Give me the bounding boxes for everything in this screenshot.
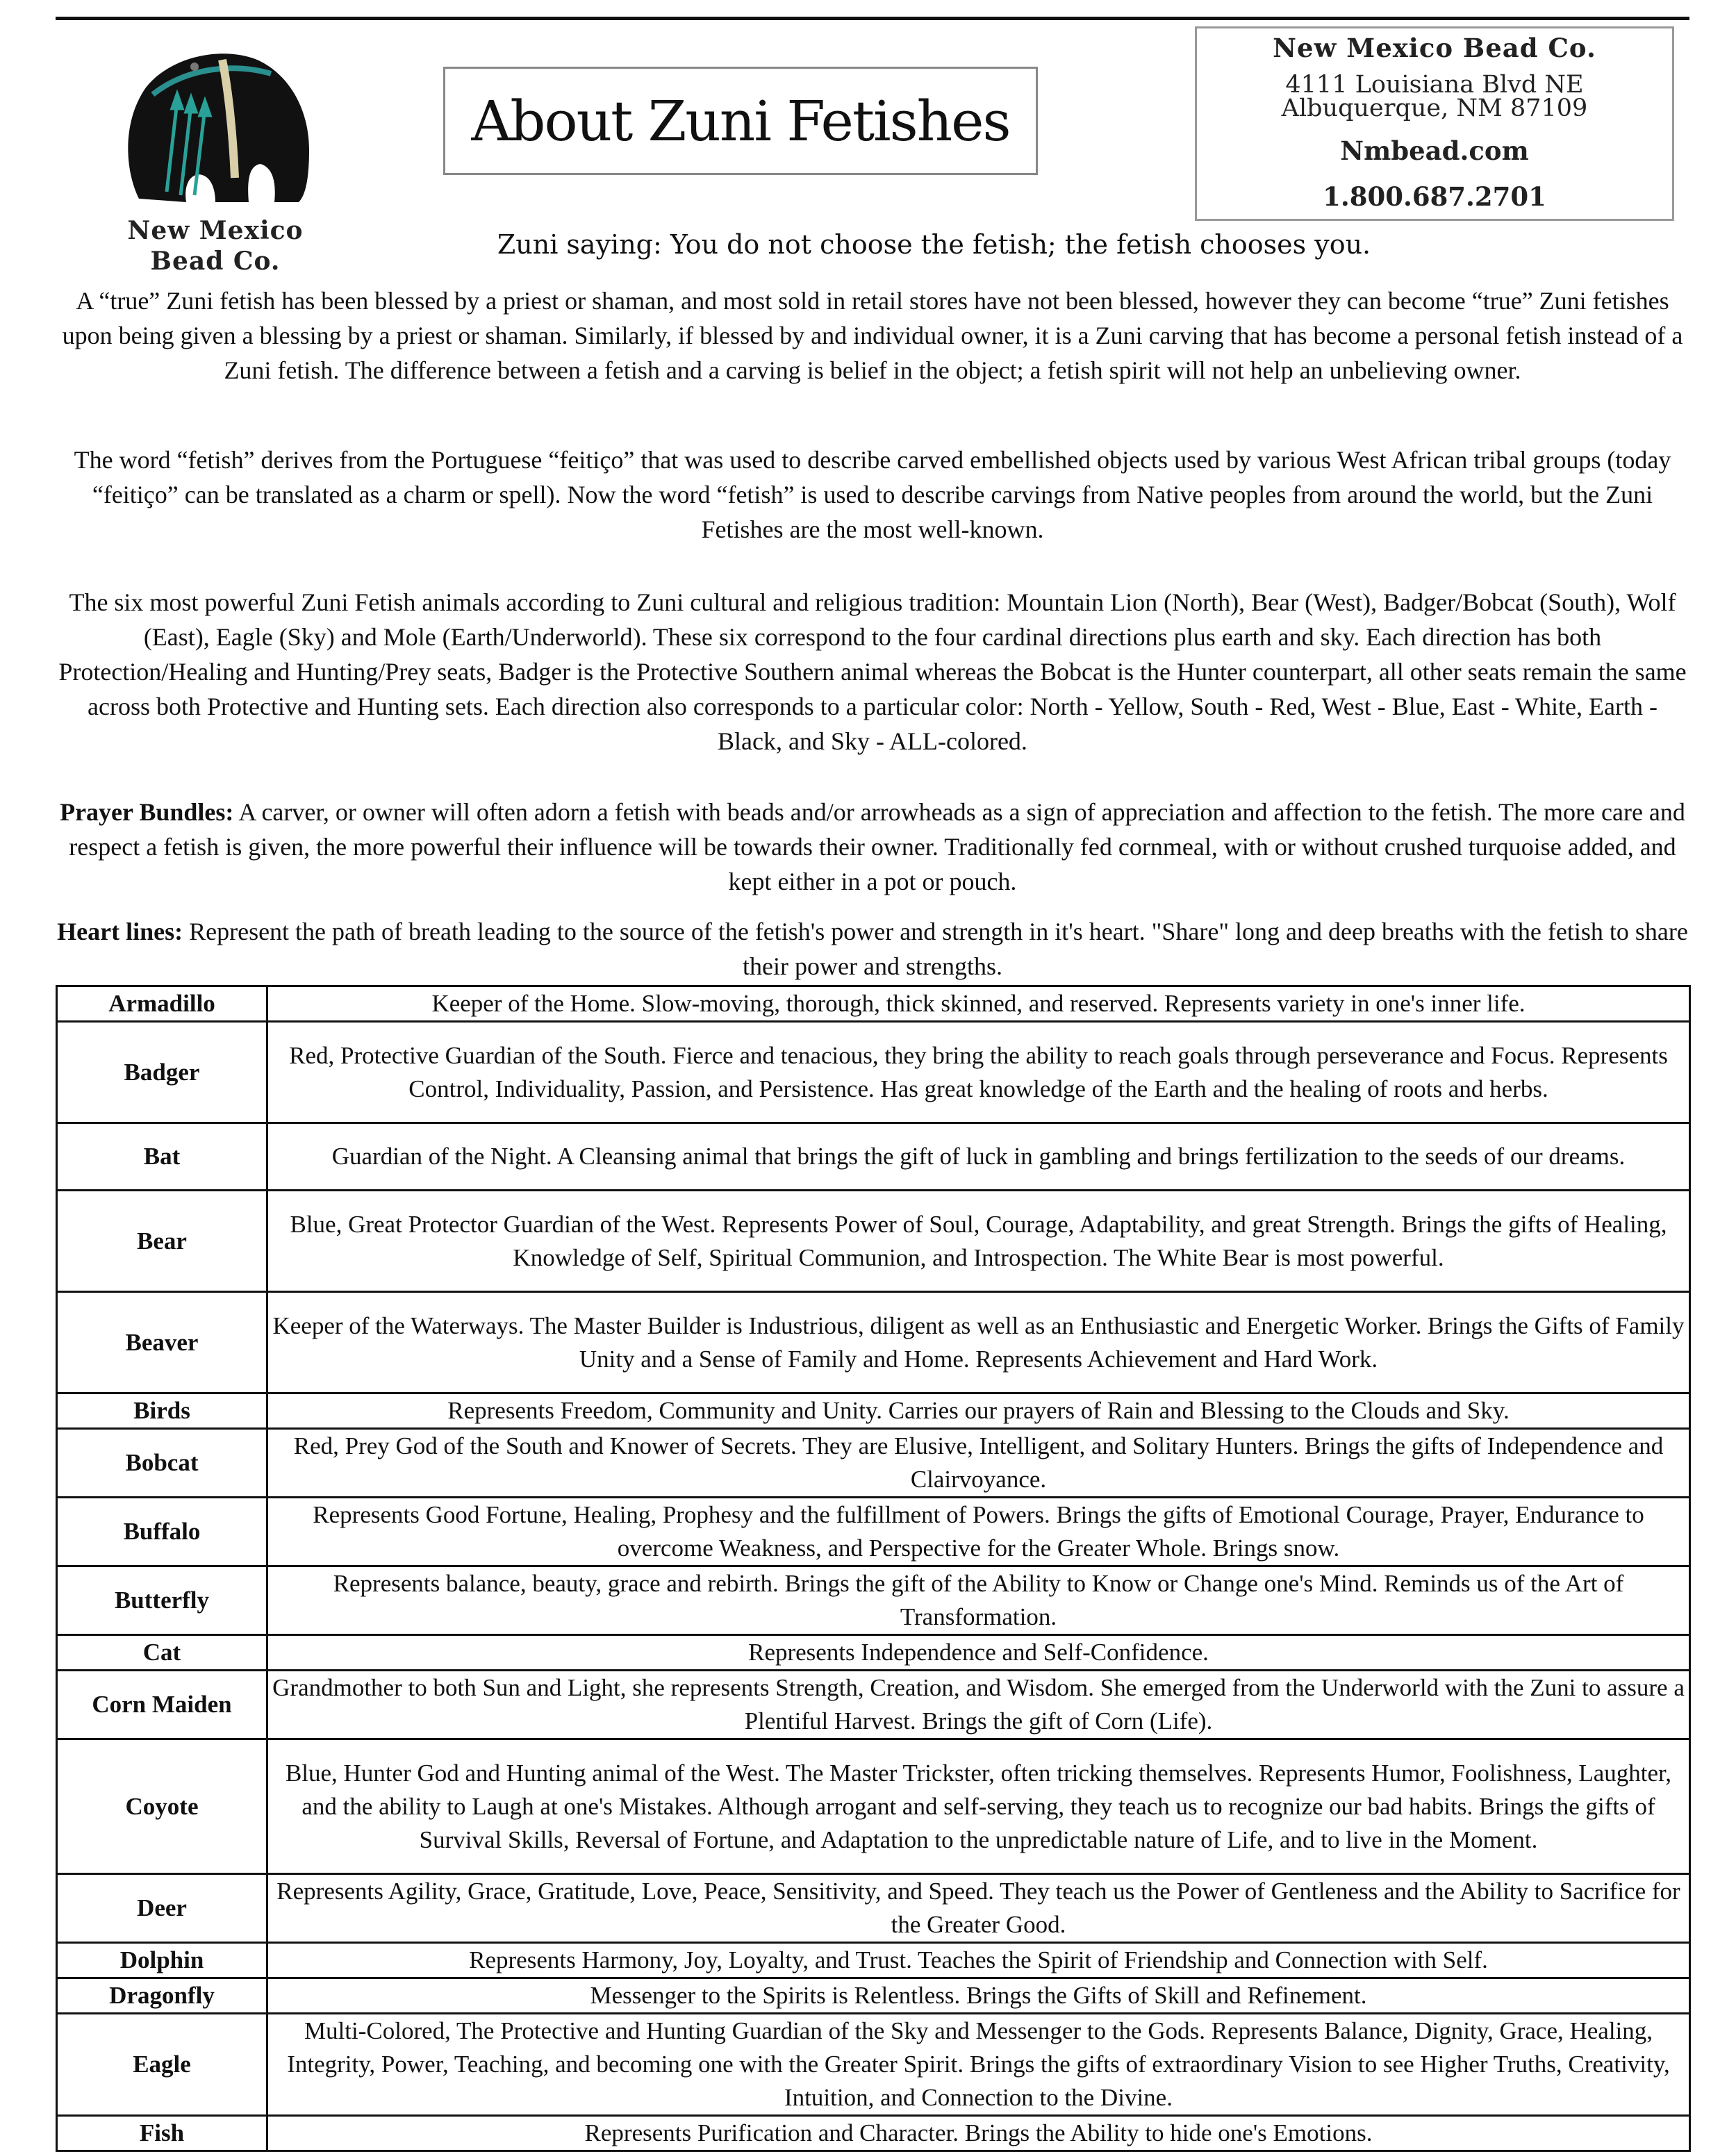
animal-description: Represents Agility, Grace, Gratitude, Love, Peace, Sensitivity, and Speed. They teach us the Power of Gentleness and the Ability to Sacrifice for the Greater Good. [267,1874,1690,1943]
animal-name: Bear [57,1191,267,1292]
paragraph-heart-lines [56,914,1689,984]
address-line2: Albuquerque, NM 87109 [1281,94,1588,122]
animal-description: Represents balance, beauty, grace and rebirth. Brings the gift of the Ability to Know or Change one's Mind. Reminds us of the Art of Transformation. [267,1566,1690,1635]
logo-text-line2: Bead Co. [150,247,281,276]
table-row [57,1635,1690,1671]
animal-name: Buffalo [57,1498,267,1566]
website: Nmbead.com [1340,135,1529,166]
animal-description: Blue, Hunter God and Hunting animal of the West. The Master Trickster, often tricking themselves. Represents Humor, Foolishness, Laughter, and the ability to Laugh at one's Mistakes. Although arrogant and self-serving, they teach us to recognize our bad habits. Brings the gifts of Survival Skills, Reversal of Fortune, and Adaptation to the unpredictable nature of Life, and to live in the Moment. [267,1739,1690,1874]
prayer-bundles-text: A carver, or owner will often adorn a fetish with beads and/or arrowheads as a sign of appreciation and affection to the fetish. The more care and respect a fetish is given, the more powerful their influence will be towards their owner. Traditionally fed cornmeal, with or without crushed turquoise added, and kept either in a pot or pouch. [69,798,1685,895]
animal-name: Coyote [57,1739,267,1874]
table-row [57,1874,1690,1943]
animal-name: Eagle [57,2014,267,2116]
animal-description: Blue, Great Protector Guardian of the West. Represents Power of Soul, Courage, Adaptability, and great Strength. Brings the gifts of Healing, Knowledge of Self, Spiritual Communion, and Introspection. The White Bear is most powerful. [267,1191,1690,1292]
animal-description: Keeper of the Home. Slow-moving, thorough, thick skinned, and reserved. Represents variety in one's inner life. [267,986,1690,1022]
paragraph-prayer-bundles [56,795,1689,899]
table-row [57,1671,1690,1739]
bear-silhouette [128,53,309,202]
table-row [57,1566,1690,1635]
animal-name: Cat [57,1635,267,1671]
table-row [57,1498,1690,1566]
animal-name: Bat [57,1123,267,1191]
animal-description: Guardian of the Night. A Cleansing animal that brings the gift of luck in gambling and brings fertilization to the seeds of our dreams. [267,1123,1690,1191]
bear-logo-icon [111,39,320,213]
page-title: About Zuni Fetishes [471,88,1010,154]
address [1197,73,1672,120]
animal-name: Dolphin [57,1943,267,1978]
animal-description: Messenger to the Spirits is Relentless. Brings the Gifts of Skill and Refinement. [267,1978,1690,2014]
table-row [57,1739,1690,1874]
eye-dot [190,63,199,71]
animal-description: Red, Prey God of the South and Knower of Secrets. They are Elusive, Intelligent, and Solitary Hunters. Brings the gifts of Independence and Clairvoyance. [267,1429,1690,1498]
top-rule [56,17,1689,20]
animal-name: Corn Maiden [57,1671,267,1739]
phone: 1.800.687.2701 [1323,181,1546,212]
animal-description: Represents Purification and Character. Brings the Ability to hide one's Emotions. [267,2116,1690,2151]
animal-description: Multi-Colored, The Protective and Hunting Guardian of the Sky and Messenger to the Gods. Represents Balance, Dignity, Grace, Healing, Integrity, Power, Teaching, and becoming one with the Greater Spirit. Brings the gifts of extraordinary Vision to see Higher Truths, Creativity, Intuition, and Connection to the Divine. [267,2014,1690,2116]
company-name: New Mexico Bead Co. [1273,33,1596,63]
contact-box [1195,26,1674,221]
table-row [57,2116,1690,2151]
address-line1: 4111 Louisiana Blvd NE [1285,71,1584,99]
table-row [57,1123,1690,1191]
animal-description: Represents Good Fortune, Healing, Prophesy and the fulfillment of Powers. Brings the gifts of Emotional Courage, Prayer, Endurance to overcome Weakness, and Perspective for the Greater Whole. Brings snow. [267,1498,1690,1566]
table-row [57,2014,1690,2116]
table-row [57,1943,1690,1978]
table-row [57,1393,1690,1429]
paragraph-word-fetish: The word “fetish” derives from the Portuguese “feitiço” that was used to describe carved embellished objects used by various West African tribal groups (today “feitiço” can be translated as a charm or spell). Now the word “fetish” is used to describe carvings from Native peoples from around the world, but the Zuni Fetishes are the most well-known. [74,446,1671,543]
animal-name: Birds [57,1393,267,1429]
animal-name: Bobcat [57,1429,267,1498]
paragraph-six-animals: The six most powerful Zuni Fetish animals according to Zuni cultural and religious tradition: Mountain Lion (North), Bear (West), Badger/Bobcat (South), Wolf (East), Eagle (Sky) and Mole (Earth/Underworld). These six correspond to the four cardinal directions plus earth and sky. Each direction has both Protection/Healing and Hunting/Prey seats, Badger is the Protective Southern animal whereas the Bobcat is the Hunter counterpart, all other seats remain the same across both Protective and Hunting sets. Each direction also corresponds to a particular color: North - Yellow, South - Red, West - Blue, East - White, Earth - Black, and Sky - ALL-colored. [58,588,1687,755]
prayer-bundles-label: Prayer Bundles: [60,798,234,826]
heart-lines-label: Heart lines: [57,918,183,945]
animal-name: Armadillo [57,986,267,1022]
animal-description: Red, Protective Guardian of the South. Fierce and tenacious, they bring the ability to reach goals through perseverance and Focus. Represents Control, Individuality, Passion, and Persistence. Has great knowledge of the Earth and the healing of roots and herbs. [267,1022,1690,1123]
zuni-saying: Zuni saying: You do not choose the fetish; the fetish chooses you. [497,229,1371,260]
animal-name: Beaver [57,1292,267,1393]
animal-description: Grandmother to both Sun and Light, she represents Strength, Creation, and Wisdom. She emerged from the Underworld with the Zuni to assure a Plentiful Harvest. Brings the gift of Corn (Life). [267,1671,1690,1739]
title-box [443,67,1038,175]
animal-name: Fish [57,2116,267,2151]
paragraph-true-fetish: A “true” Zuni fetish has been blessed by a priest or shaman, and most sold in retail stores have not been blessed, however they can become “true” Zuni fetishes upon being given a blessing by a priest or shaman. Similarly, if blessed by and individual owner, it is a Zuni carving that has become a personal fetish instead of a Zuni fetish. The difference between a fetish and a carving is belief in the object; a fetish spirit will not help an unbelieving owner. [62,287,1683,384]
animal-description: Keeper of the Waterways. The Master Builder is Industrious, diligent as well as an Enthusiastic and Energetic Worker. Brings the Gifts of Family Unity and a Sense of Family and Home. Represents Achievement and Hard Work. [267,1292,1690,1393]
table-row [57,1292,1690,1393]
heart-lines-text: Represent the path of breath leading to the source of the fetish's power and strength in it's heart. "Share" long and deep breaths with the fetish to share their power and strengths. [183,918,1688,980]
table-row [57,1429,1690,1498]
animal-description: Represents Independence and Self-Confidence. [267,1635,1690,1671]
table-row [57,1191,1690,1292]
animal-name: Badger [57,1022,267,1123]
table-row [57,1022,1690,1123]
animal-name: Butterfly [57,1566,267,1635]
animal-description: Represents Harmony, Joy, Loyalty, and Trust. Teaches the Spirit of Friendship and Connection with Self. [267,1943,1690,1978]
logo-text-line1: New Mexico [127,216,304,245]
table-row [57,986,1690,1022]
animal-table [56,985,1691,2152]
animal-name: Deer [57,1874,267,1943]
table-row [57,1978,1690,2014]
animal-description: Represents Freedom, Community and Unity. Carries our prayers of Rain and Blessing to the Clouds and Sky. [267,1393,1690,1429]
animal-name: Dragonfly [57,1978,267,2014]
